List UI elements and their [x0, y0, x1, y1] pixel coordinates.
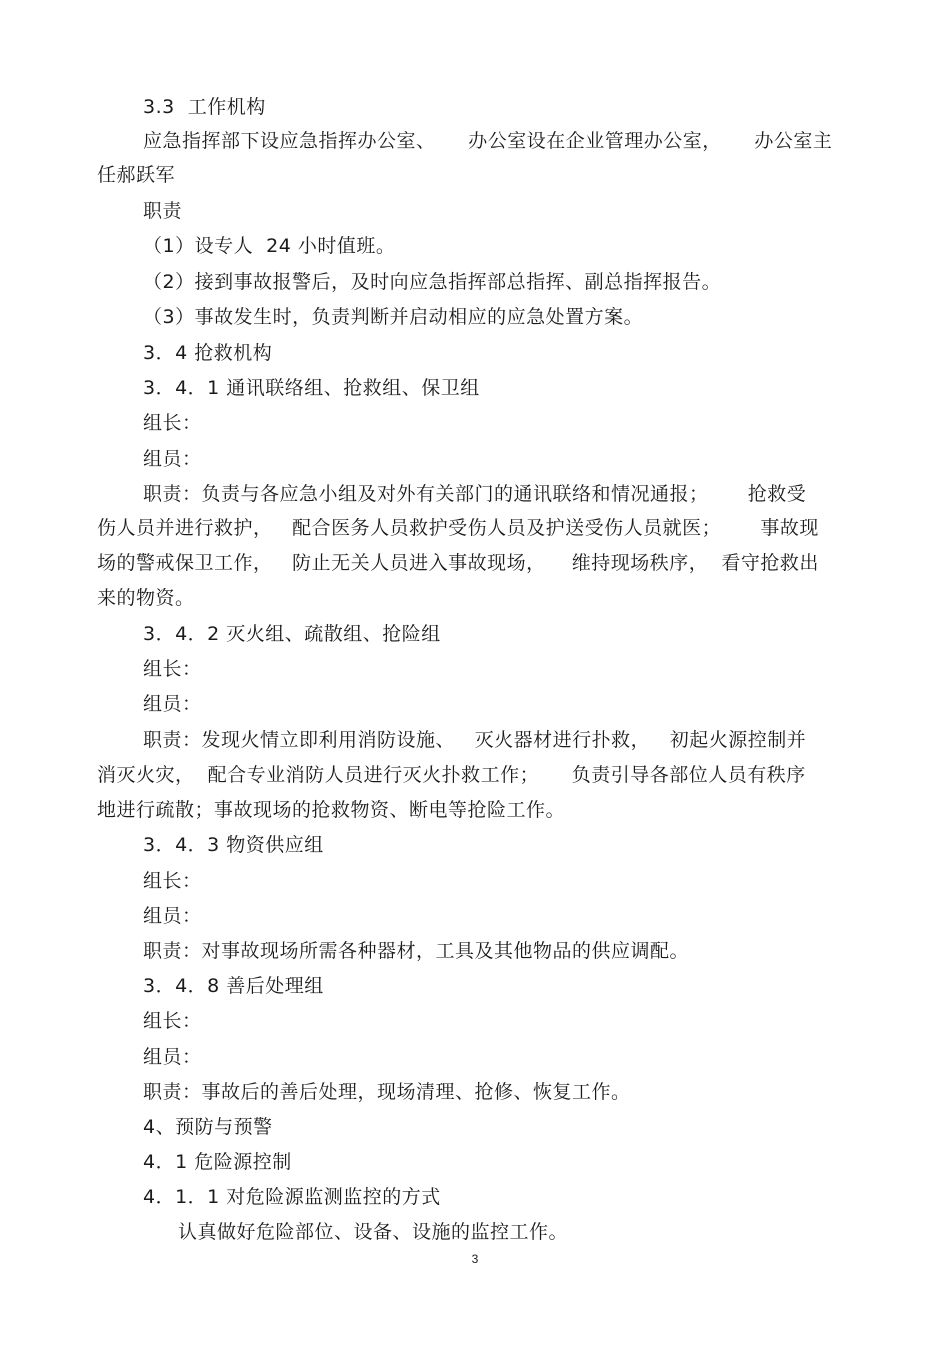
paragraph-line: 认真做好危险部位、设备、设施的监控工作。 — [178, 1221, 569, 1243]
paragraph-line: 职责：发现火情立即利用消防设施、 灭火器材进行扑救， 初起火源控制并 — [143, 729, 807, 751]
label-line: 组长： — [143, 1010, 202, 1032]
paragraph-line: 场的警戒保卫工作， 防止无关人员进入事故现场， 维持现场秩序， 看守抢救出 — [97, 552, 819, 574]
subsection-heading: 4．1 危险源控制 — [143, 1151, 292, 1173]
list-item: （3）事故发生时，负责判断并启动相应的应急处置方案。 — [143, 306, 644, 328]
section-heading: 3．4 抢救机构 — [143, 342, 273, 364]
subsection-heading: 3．4．2 灭火组、疏散组、抢险组 — [143, 623, 441, 645]
paragraph-line: 职责：对事故现场所需各种器材，工具及其他物品的供应调配。 — [143, 940, 690, 962]
list-item: （1）设专人 24 小时值班。 — [143, 235, 396, 257]
subsection-heading: 3．4．1 通讯联络组、抢救组、保卫组 — [143, 377, 480, 399]
label-line: 组员： — [143, 905, 202, 927]
paragraph-line: 消灭火灾， 配合专业消防人员进行灭火扑救工作； 负责引导各部位人员有秩序 — [97, 764, 806, 786]
paragraph-line: 来的物资。 — [97, 587, 195, 609]
section-heading: 4、预防与预警 — [143, 1116, 273, 1138]
subsection-heading: 4．1．1 对危险源监测监控的方式 — [143, 1186, 441, 1208]
label-line: 组长： — [143, 412, 202, 434]
label-line: 组员： — [143, 693, 202, 715]
label-line: 组长： — [143, 870, 202, 892]
paragraph-line: 职责：事故后的善后处理，现场清理、抢修、恢复工作。 — [143, 1081, 631, 1103]
paragraph-line: 职责：负责与各应急小组及对外有关部门的通讯联络和情况通报； 抢救受 — [143, 483, 807, 505]
label-line: 组员： — [143, 1046, 202, 1068]
list-item: （2）接到事故报警后，及时向应急指挥部总指挥、副总指挥报告。 — [143, 271, 722, 293]
section-heading: 3.3 工作机构 — [143, 96, 266, 118]
paragraph-line: 伤人员并进行救护， 配合医务人员救护受伤人员及护送受伤人员就医； 事故现 — [97, 517, 819, 539]
paragraph-line: 应急指挥部下设应急指挥办公室、 办公室设在企业管理办公室， 办公室主 — [143, 130, 833, 152]
label-line: 职责 — [143, 200, 183, 222]
paragraph-line: 地进行疏散；事故现场的抢救物资、断电等抢险工作。 — [97, 799, 566, 821]
page-number: 3 — [471, 1252, 479, 1266]
label-line: 组长： — [143, 658, 202, 680]
subsection-heading: 3．4．8 善后处理组 — [143, 975, 324, 997]
paragraph-line: 任郝跃军 — [97, 164, 176, 186]
label-line: 组员： — [143, 448, 202, 470]
subsection-heading: 3．4．3 物资供应组 — [143, 834, 324, 856]
